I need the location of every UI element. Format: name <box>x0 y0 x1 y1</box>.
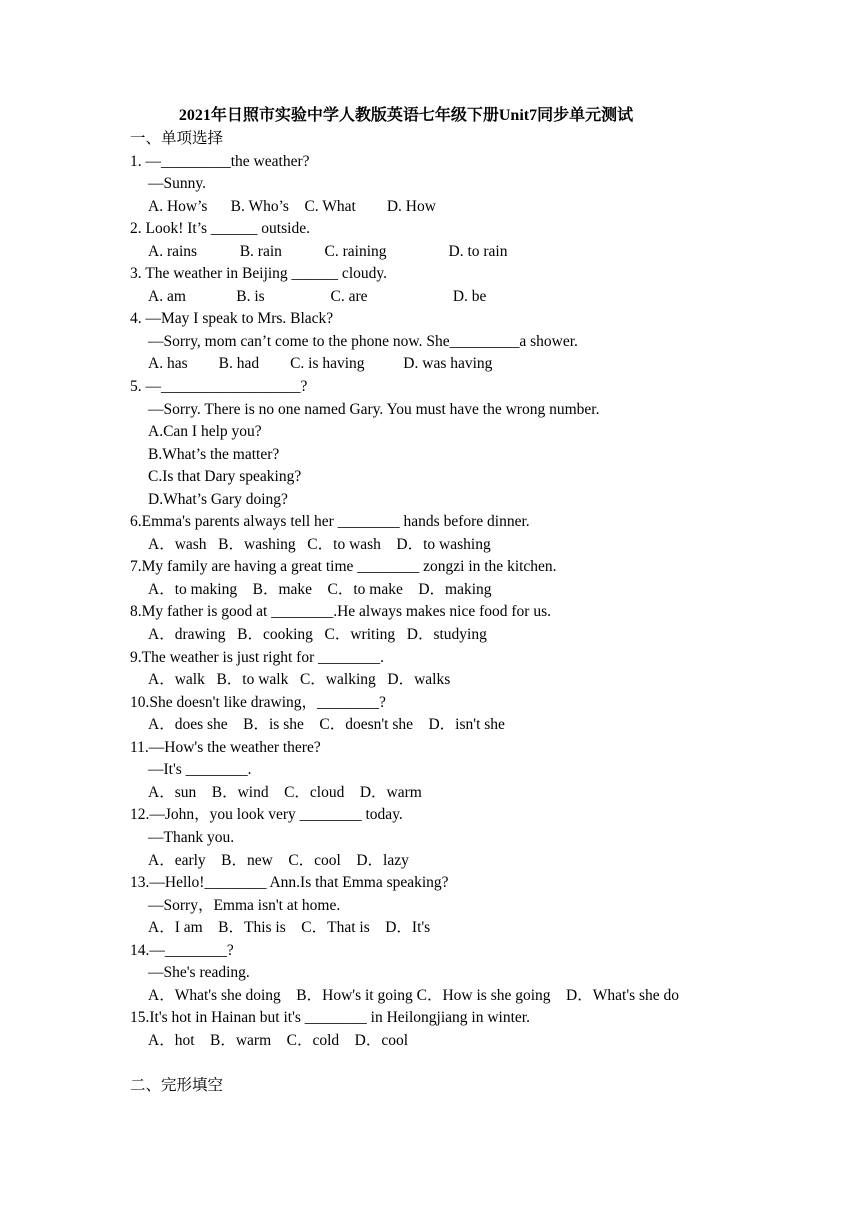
question-9: 9.The weather is just right for ________. <box>130 648 384 666</box>
options-q14: A．What's she doing B．How's it going C．How is she going D．What's she do <box>148 986 680 1004</box>
options-q12: A．early B．new C．cool D．lazy <box>148 851 409 869</box>
question-15: 15.It's hot in Hainan but it's ________ in Heilongjiang in winter. <box>130 1009 530 1027</box>
options-q8: A．drawing B．cooking C．writing D．studying <box>148 626 487 644</box>
question-7: 7.My family are having a great time ________ zongzi in the kitchen. <box>130 558 557 576</box>
question-6: 6.Emma's parents always tell her ________ hands before dinner. <box>130 513 530 531</box>
options-q4: A. has B. had C. is having D. was having <box>148 355 493 373</box>
options-q13: A．I am B．This is C．That is D．It's <box>148 919 431 937</box>
question-10: 10.She doesn't like drawing，________? <box>130 693 386 711</box>
dialogue-line: —Sorry，Emma isn't at home. <box>148 896 341 914</box>
question-14: 14.—________? <box>130 941 234 959</box>
option-b-q5: B.What’s the matter? <box>148 445 280 463</box>
question-13: 13.—Hello!________ Ann.Is that Emma speaking? <box>130 874 449 892</box>
answer-line: —Sunny. <box>148 175 206 193</box>
question-12: 12.—John，you look very ________ today. <box>130 806 403 824</box>
dialogue-line: —Thank you. <box>148 828 235 846</box>
options-q3: A. am B. is C. are D. be <box>148 287 487 305</box>
document-body <box>130 128 830 1098</box>
options-q1: A. How’s B. Who’s C. What D. How <box>148 197 436 215</box>
option-a-q5: A.Can I help you? <box>148 423 262 441</box>
options-q10: A．does she B．is she C．doesn't she D．isn't she <box>148 716 505 734</box>
question-3: 3. The weather in Beijing ______ cloudy. <box>130 265 387 283</box>
question-8: 8.My father is good at ________.He always makes nice food for us. <box>130 603 551 621</box>
dialogue-line: —Sorry. There is no one named Gary. You must have the wrong number. <box>148 400 600 418</box>
section-heading-cloze: 二、完形填空 <box>130 1076 224 1094</box>
question-4: 4. —May I speak to Mrs. Black? <box>130 310 334 328</box>
section-heading-single-choice: 一、单项选择 <box>130 130 224 147</box>
question-1: 1. —_________the weather? <box>130 152 310 170</box>
options-q7: A．to making B．make C．to make D．making <box>148 580 492 598</box>
options-q9: A．walk B．to walk C．walking D．walks <box>148 671 451 689</box>
document-title: 2021年日照市实验中学人教版英语七年级下册Unit7同步单元测试 <box>178 107 634 124</box>
options-q11: A．sun B．wind C．cloud D．warm <box>148 783 422 801</box>
option-c-q5: C.Is that Dary speaking? <box>148 468 302 486</box>
question-5: 5. —__________________? <box>130 378 308 396</box>
dialogue-line: —She's reading. <box>148 964 250 982</box>
dialogue-line: —Sorry, mom can’t come to the phone now. She_________a shower. <box>148 332 578 350</box>
question-11: 11.—How's the weather there? <box>130 738 321 756</box>
dialogue-line: —It's ________. <box>148 761 252 779</box>
option-d-q5: D.What’s Gary doing? <box>148 490 288 508</box>
options-q15: A．hot B．warm C．cold D．cool <box>148 1031 409 1049</box>
options-q2: A. rains B. rain C. raining D. to rain <box>148 242 508 260</box>
blank-line <box>130 1052 830 1075</box>
options-q6: A．wash B．washing C．to wash D．to washing <box>148 535 491 553</box>
question-2: 2. Look! It’s ______ outside. <box>130 220 310 238</box>
